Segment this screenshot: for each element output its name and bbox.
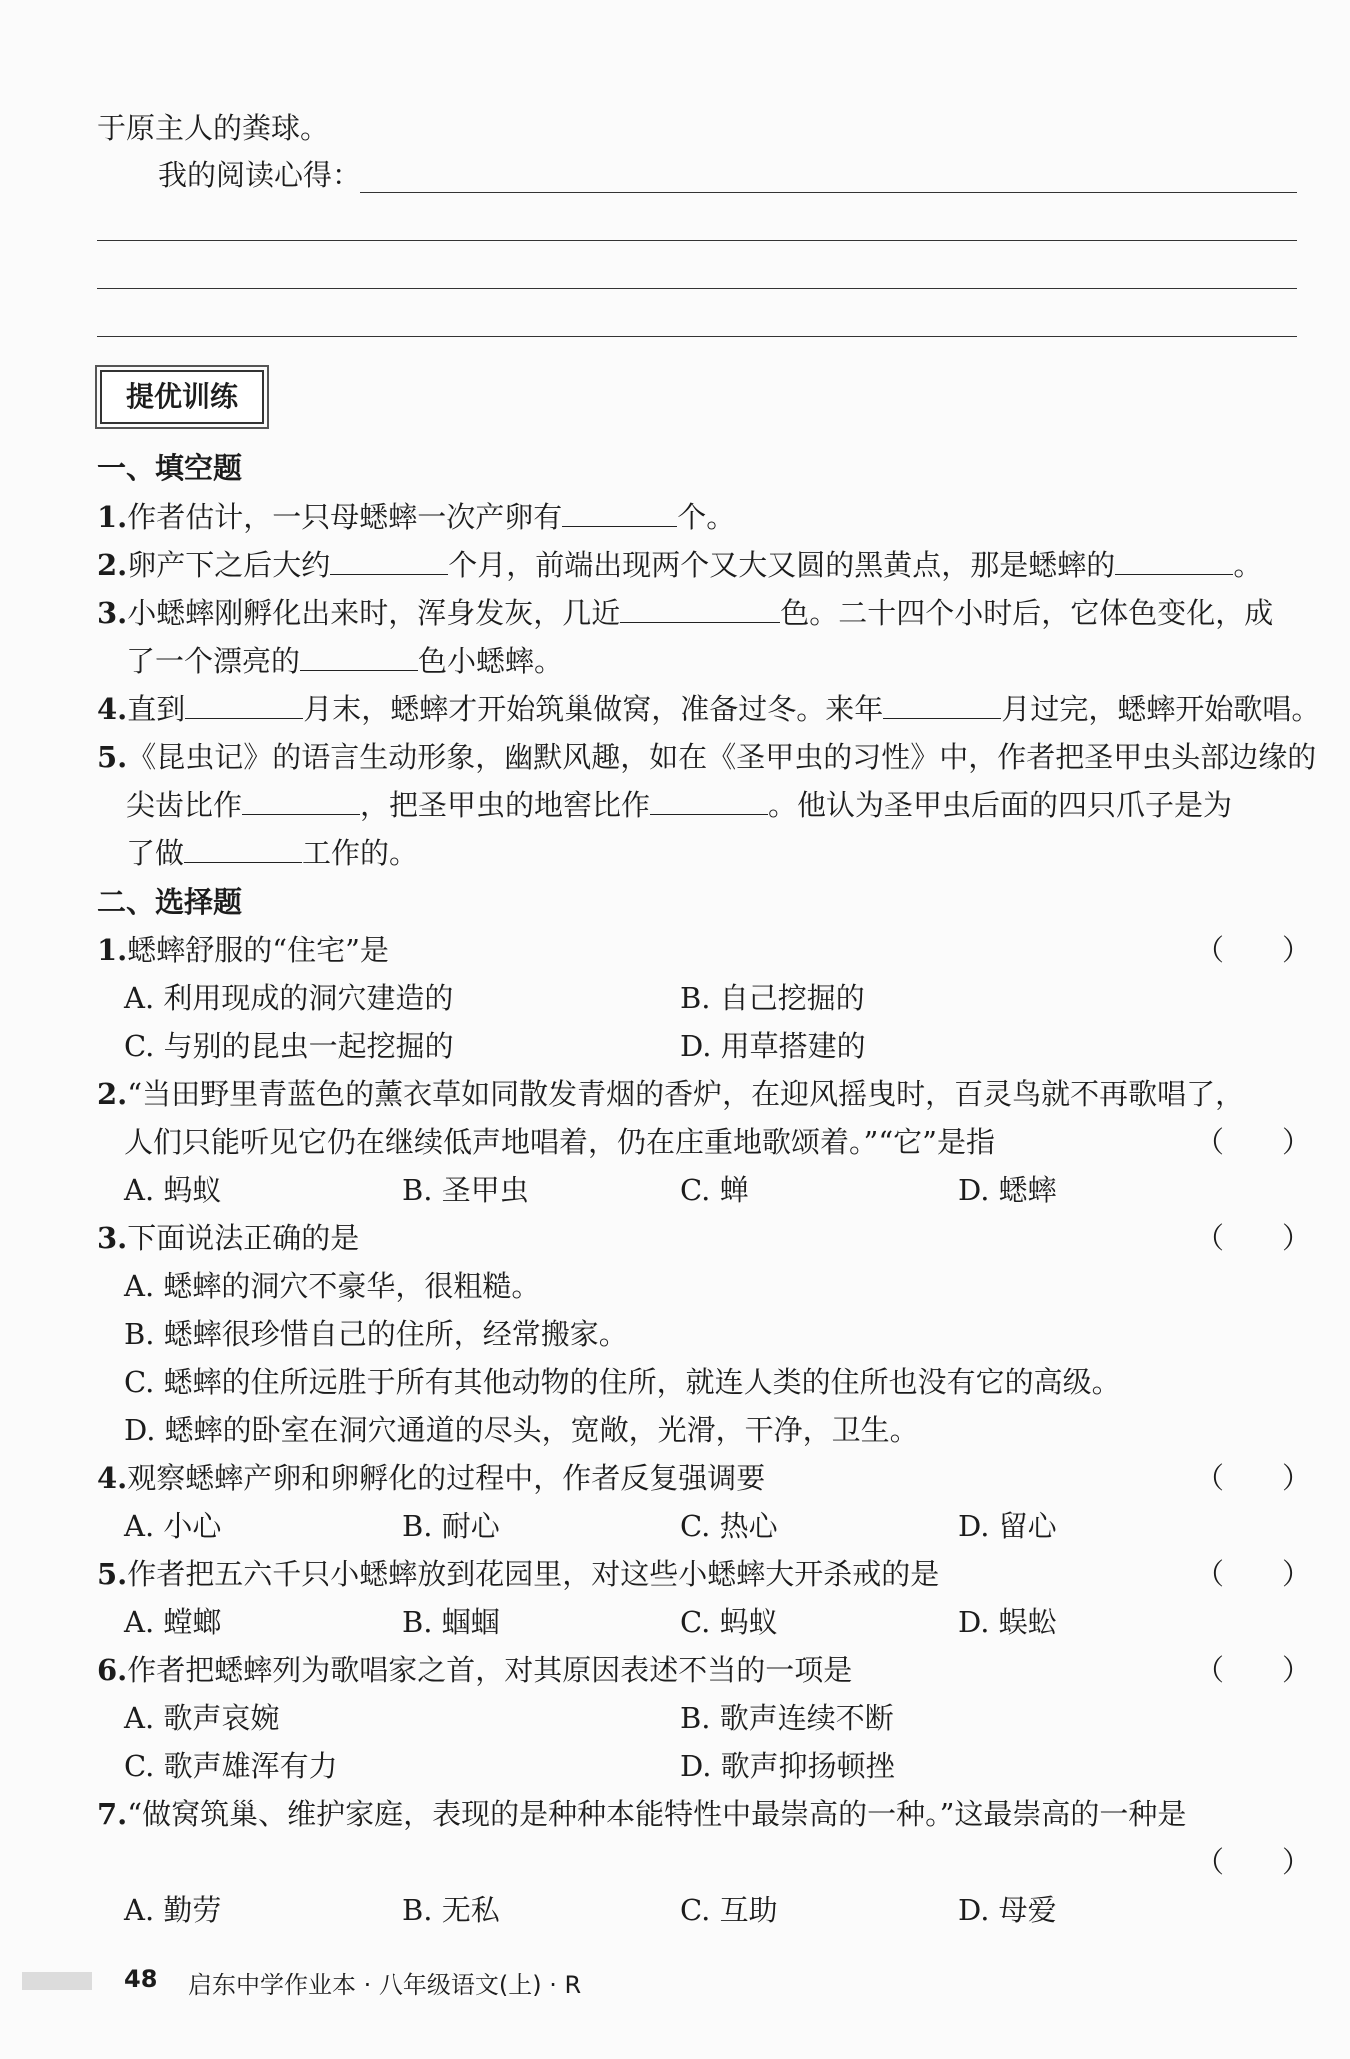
answer-parentheses[interactable]: （ ） [1195, 933, 1312, 967]
option-b[interactable]: B. 自己挖掘的 [680, 981, 865, 1015]
answer-blank[interactable] [185, 690, 303, 719]
section-title-fill: 一、填空题 [97, 451, 243, 485]
answer-blank[interactable] [1115, 546, 1233, 575]
question-text: 个月，前端出现两个又大又圆的黑黄点，那是蟋蟀的 [448, 548, 1116, 582]
option-d[interactable]: D. 母爱 [958, 1893, 1057, 1927]
footer-decoration [22, 1972, 92, 1990]
answer-blank[interactable] [300, 642, 418, 671]
question-number: 5. [97, 740, 128, 774]
choice-question-3 [97, 1218, 359, 1258]
question-text: 《昆虫记》的语言生动形象，幽默风趣，如在《圣甲虫的习性》中，作者把圣甲虫头部边缘的 [127, 740, 1317, 774]
question-text: 尖齿比作 [126, 788, 243, 822]
question-text: 了一个漂亮的 [126, 644, 301, 678]
answer-blank[interactable] [242, 786, 360, 815]
question-number: 3. [97, 1221, 128, 1255]
answer-blank[interactable] [562, 498, 677, 527]
answer-blank[interactable] [330, 546, 448, 575]
question-text: 作者估计，一只母蟋蟀一次产卵有 [127, 500, 563, 534]
option-c[interactable]: C. 蝉 [680, 1173, 749, 1207]
answer-parentheses[interactable]: （ ） [1195, 1125, 1312, 1159]
option-b[interactable]: B. 耐心 [402, 1509, 500, 1543]
answer-blank[interactable] [620, 594, 780, 623]
choice-question-6 [97, 1650, 852, 1690]
option-d[interactable]: D. 留心 [958, 1509, 1057, 1543]
banner-label: 提优训练 [125, 380, 238, 413]
question-number: 7. [97, 1797, 128, 1831]
reading-notes-label: 我的阅读心得： [158, 158, 362, 192]
question-stem: 作者把蟋蟀列为歌唱家之首，对其原因表述不当的一项是 [127, 1653, 853, 1687]
question-text: 月过完，蟋蟀开始歌唱。 [1001, 692, 1321, 726]
question-stem: 作者把五六千只小蟋蟀放到花园里，对这些小蟋蟀大开杀戒的是 [127, 1557, 940, 1591]
option-b[interactable]: B. 圣甲虫 [402, 1173, 529, 1207]
choice-question-7 [97, 1794, 1186, 1834]
answer-parentheses[interactable]: （ ） [1195, 1221, 1312, 1255]
fill-question-3 [97, 593, 1273, 633]
answer-parentheses[interactable]: （ ） [1195, 1557, 1312, 1591]
reading-notes-line-4[interactable] [97, 336, 1297, 337]
question-number: 3. [97, 596, 128, 630]
option-c[interactable]: C. 互助 [680, 1893, 778, 1927]
option-a[interactable]: A. 小心 [124, 1509, 222, 1543]
fill-question-5-continued-2 [126, 833, 418, 873]
option-a[interactable]: A. 歌声哀婉 [124, 1701, 280, 1735]
choice-question-1 [97, 930, 389, 970]
question-stem: 观察蟋蟀产卵和卵孵化的过程中，作者反复强调要 [127, 1461, 766, 1495]
answer-blank[interactable] [184, 834, 302, 863]
question-number: 6. [97, 1653, 128, 1687]
fill-question-4 [97, 689, 1320, 729]
answer-blank[interactable] [883, 690, 1001, 719]
reading-notes-line-1[interactable] [360, 192, 1297, 193]
answer-blank[interactable] [650, 786, 768, 815]
option-d[interactable]: D. 蟋蟀 [958, 1173, 1057, 1207]
question-stem: 蟋蟀舒服的“住宅”是 [127, 933, 389, 967]
question-stem: 下面说法正确的是 [127, 1221, 360, 1255]
section-banner [102, 372, 262, 422]
question-text: ，把圣甲虫的地窖比作 [360, 788, 651, 822]
option-a[interactable]: A. 蚂蚁 [124, 1173, 222, 1207]
option-a[interactable]: A. 勤劳 [124, 1893, 222, 1927]
question-text: 月末，蟋蟀才开始筑巢做窝，准备过冬。来年 [303, 692, 884, 726]
question-stem: “做窝筑巢、维护家庭，表现的是种种本能特性中最崇高的一种。”这最崇高的一种是 [127, 1797, 1187, 1831]
section-title-choice: 二、选择题 [97, 885, 243, 919]
question-stem-continued: 人们只能听见它仍在继续低声地唱着，仍在庄重地歌颂着。”“它”是指 [124, 1125, 995, 1159]
option-c[interactable]: C. 蟋蟀的住所远胜于所有其他动物的住所，就连人类的住所也没有它的高级。 [124, 1365, 1121, 1399]
question-text: 色小蟋蟀。 [418, 644, 564, 678]
answer-parentheses[interactable]: （ ） [1195, 1653, 1312, 1687]
option-d[interactable]: D. 歌声抑扬顿挫 [680, 1749, 895, 1783]
question-number: 2. [97, 548, 128, 582]
choice-question-4 [97, 1458, 765, 1498]
option-c[interactable]: C. 歌声雄浑有力 [124, 1749, 338, 1783]
option-a[interactable]: A. 螳螂 [124, 1605, 222, 1639]
fill-question-5 [97, 737, 1316, 777]
passage-tail: 于原主人的粪球。 [97, 111, 330, 145]
question-text: 了做 [126, 836, 185, 870]
question-stem: “当田野里青蓝色的薰衣草如同散发青烟的香炉，在迎风摇曳时，百灵鸟就不再歌唱了， [127, 1077, 1245, 1111]
question-number: 4. [97, 692, 128, 726]
option-a[interactable]: A. 利用现成的洞穴建造的 [124, 981, 454, 1015]
fill-question-1 [97, 497, 735, 537]
question-text: 工作的。 [302, 836, 419, 870]
answer-parentheses[interactable]: （ ） [1195, 1845, 1312, 1879]
option-d[interactable]: D. 蜈蚣 [958, 1605, 1057, 1639]
question-text: 小蟋蟀刚孵化出来时，浑身发灰，几近 [127, 596, 621, 630]
option-d[interactable]: D. 用草搭建的 [680, 1029, 866, 1063]
choice-question-5 [97, 1554, 939, 1594]
reading-notes-line-3[interactable] [97, 288, 1297, 289]
question-text: 个。 [677, 500, 736, 534]
question-number: 5. [97, 1557, 128, 1591]
option-c[interactable]: C. 蚂蚁 [680, 1605, 778, 1639]
page-number: 48 [124, 1965, 158, 1993]
question-number: 2. [97, 1077, 128, 1111]
question-text: 色。二十四个小时后，它体色变化，成 [780, 596, 1274, 630]
fill-question-2 [97, 545, 1262, 585]
option-b[interactable]: B. 蝈蝈 [402, 1605, 500, 1639]
question-number: 1. [97, 933, 128, 967]
option-a[interactable]: A. 蟋蟀的洞穴不豪华，很粗糙。 [124, 1269, 541, 1303]
question-number: 1. [97, 500, 128, 534]
fill-question-5-continued [126, 785, 1232, 825]
question-text: 。他认为圣甲虫后面的四只爪子是为 [768, 788, 1233, 822]
question-text: 。 [1233, 548, 1263, 582]
option-d[interactable]: D. 蟋蟀的卧室在洞穴通道的尽头，宽敞，光滑，干净，卫生。 [124, 1413, 919, 1447]
reading-notes-line-2[interactable] [97, 240, 1297, 241]
question-text: 卵产下之后大约 [127, 548, 331, 582]
choice-question-2 [97, 1074, 1244, 1114]
fill-question-3-continued [126, 641, 563, 681]
book-title: 启东中学作业本 · 八年级语文(上) · R [188, 1971, 582, 1999]
option-c[interactable]: C. 热心 [680, 1509, 778, 1543]
option-c[interactable]: C. 与别的昆虫一起挖掘的 [124, 1029, 454, 1063]
option-b[interactable]: B. 歌声连续不断 [680, 1701, 894, 1735]
option-b[interactable]: B. 无私 [402, 1893, 500, 1927]
question-text: 直到 [127, 692, 186, 726]
answer-parentheses[interactable]: （ ） [1195, 1461, 1312, 1495]
question-number: 4. [97, 1461, 128, 1495]
option-b[interactable]: B. 蟋蟀很珍惜自己的住所，经常搬家。 [124, 1317, 628, 1351]
